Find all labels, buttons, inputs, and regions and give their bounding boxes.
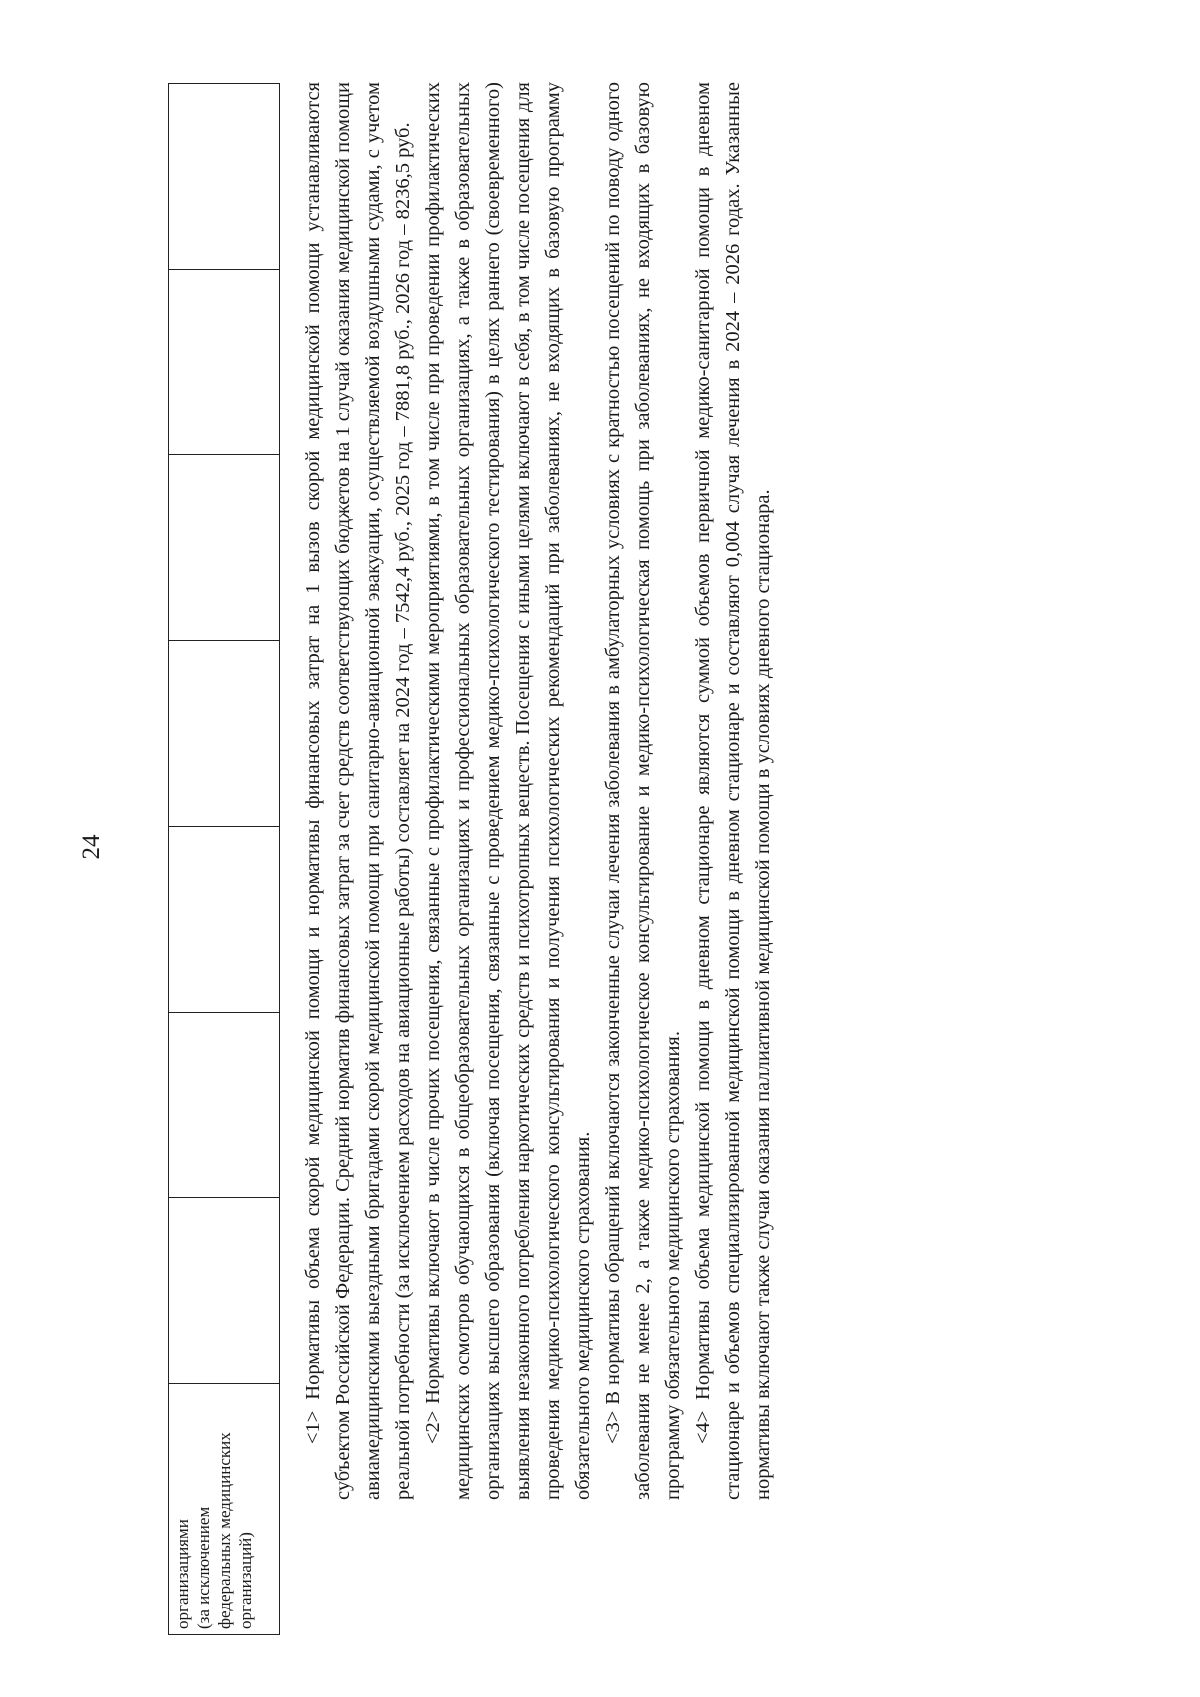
footnote-3: <3> В нормативы обращений включаются законченные случаи лечения заболевания в амбулаторных условиях с кратностью посещений по поводу одного заболевания не менее 2, а также медико-психологическое консультирование и медико-психологическая помощь при заболеваниях, не входящих в базовую программу обязательного медицинского страхования.: [602, 82, 684, 1500]
table-cell-empty: [169, 1198, 280, 1384]
cell-line: организациями: [173, 1519, 192, 1629]
table-row: [169, 84, 280, 1635]
table-cell-org-type: [169, 1384, 280, 1635]
cell-line: (за исключением: [194, 1506, 213, 1629]
page-number: 24: [78, 834, 105, 860]
footnote-2: <2> Нормативы включают в числе прочих посещения, связанные с профилактическими мероприятиями, в том числе при проведении профилактических медицинских осмотров обучающихся в общеобразовательных организациях и профессиональных образовательных организациях, а также в образовательных организациях высшего образования (включая посещения, связанные с проведением медико-психологического тестирования) в целях раннего (своевременного) выявления незаконного потребления наркотических средств и психотропных веществ. Посещения с иными целями включают в себя, в том числе посещения для проведения медико-психологического консультирования и получения психологических рекомендаций при заболеваниях, не входящих в базовую программу обязательного медицинского страхования.: [422, 82, 594, 1500]
table-cell-empty: [169, 455, 280, 641]
footnote-1: <1> Нормативы объема скорой медицинской помощи и нормативы финансовых затрат на 1 вызов скорой медицинской помощи устанавливаются субъектом Российской Федерации. Средний норматив финансовых затрат за счет средств соответствующих бюджетов на 1 случай оказания медицинской помощи авиамедицинскими выездными бригадами скорой медицинской помощи при санитарно-авиационной эвакуации, осуществляемой воздушными судами, с учетом реальной потребности (за исключением расходов на авиационные работы) составляет на 2024 год – 7542,4 руб., 2025 год – 7881,8 руб., 2026 год – 8236,5 руб.: [302, 82, 414, 1500]
table-cell-empty: [169, 641, 280, 827]
cell-line: организаций): [236, 1532, 255, 1629]
footnote-4: <4> Нормативы объема медицинской помощи в дневном стационаре являются суммой объемов первичной медико-санитарной помощи в дневном стационаре и объемов специализированной медицинской помощи в дневном стационаре и составляют 0,004 случая лечения в 2024 – 2026 годах. Указанные нормативы включают также случаи оказания паллиативной медицинской помощи в условиях дневного стационара.: [692, 82, 774, 1500]
table-cell-empty: [169, 1012, 280, 1198]
table-cell-empty: [169, 269, 280, 455]
footnotes: [298, 82, 778, 1500]
table-fragment: [168, 83, 280, 1635]
table-cell-empty: [169, 826, 280, 1012]
cell-line: федеральных медицинских: [215, 1432, 234, 1629]
table-cell-empty: [169, 84, 280, 270]
